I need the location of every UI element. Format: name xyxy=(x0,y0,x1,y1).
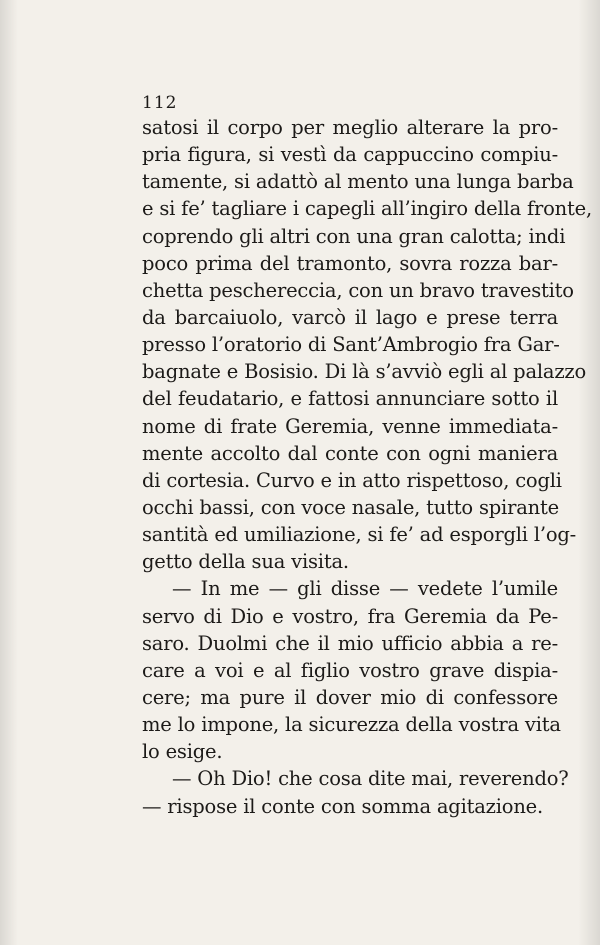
text-line: bagnate e Bosisio. Di là s’avviò egli al palazzo xyxy=(142,360,587,384)
text-line: me lo impone, la sicurezza della vostra vita xyxy=(142,713,561,737)
text-line: coprendo gli altri con una gran calotta; indi xyxy=(142,224,566,248)
text-line: — rispose il conte con somma agitazione. xyxy=(142,794,544,818)
text-line: presso l’oratorio di Sant’Ambrogio fra Gar- xyxy=(142,333,560,357)
text-line: poco prima del tramonto, sovra rozza bar- xyxy=(142,251,558,275)
body-text xyxy=(142,114,593,820)
page-number: 112 xyxy=(142,93,178,113)
text-line: santità ed umiliazione, si fe’ ad esporgli l’og- xyxy=(142,523,577,547)
text-line: getto della sua visita. xyxy=(142,550,349,574)
text-line: e si fe’ tagliare i capegli all’ingiro della fronte, xyxy=(142,197,593,221)
text-line: del feudatario, e fattosi annunciare sotto il xyxy=(142,387,558,411)
text-line: — Oh Dio! che cosa dite mai, reverendo? xyxy=(172,767,569,791)
text-line: occhi bassi, con voce nasale, tutto spirante xyxy=(142,495,559,519)
text-line: lo esige. xyxy=(142,740,223,764)
text-line: tamente, si adattò al mento una lunga barba xyxy=(142,170,574,194)
text-line: da barcaiuolo, varcò il lago e prese terra xyxy=(142,305,558,329)
text-line: — In me — gli disse — vedete l’umile xyxy=(172,577,558,601)
text-line: pria figura, si vestì da cappuccino compiu- xyxy=(142,143,558,167)
text-line: nome di frate Geremia, venne immediata- xyxy=(142,414,558,438)
text-line: servo di Dio e vostro, fra Geremia da Pe- xyxy=(142,604,558,628)
text-line: cere; ma pure il dover mio di confessore xyxy=(142,685,558,709)
text-line: satosi il corpo per meglio alterare la pro- xyxy=(142,116,558,139)
text-line: care a voi e al figlio vostro grave dispia- xyxy=(142,658,558,682)
text-line: mente accolto dal conte con ogni maniera xyxy=(142,441,558,465)
text-line: saro. Duolmi che il mio ufficio abbia a re- xyxy=(142,631,558,655)
text-line: chetta peschereccia, con un bravo travestito xyxy=(142,278,574,302)
text-line: di cortesia. Curvo e in atto rispettoso, cogli xyxy=(142,468,562,492)
